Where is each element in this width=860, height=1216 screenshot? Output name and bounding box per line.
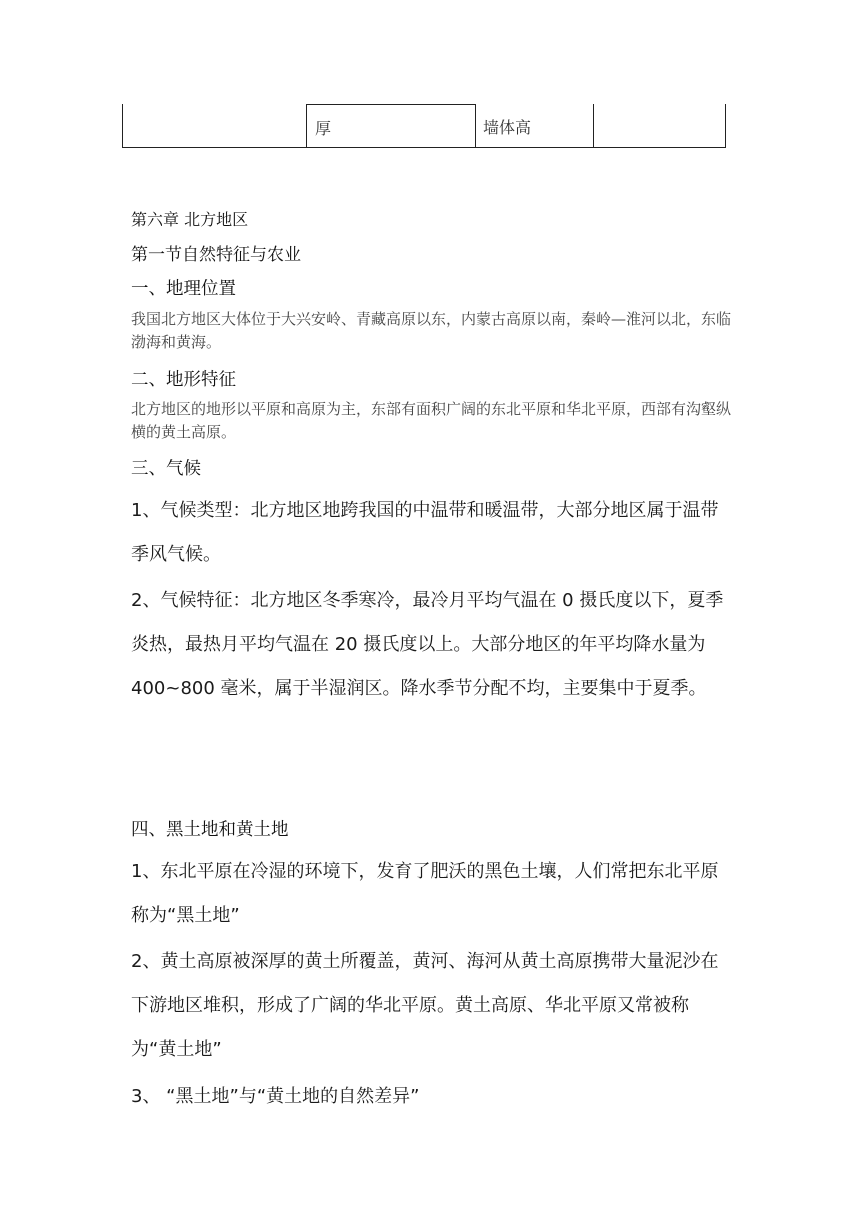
paragraph-terrain: 北方地区的地形以平原和高原为主，东部有面积广阔的东北平原和华北平原，西部有沟壑纵横的黄土高原。	[131, 400, 732, 441]
heading-terrain: 二、地形特征	[131, 370, 236, 390]
heading-soil: 四、黑土地和黄土地	[131, 820, 289, 840]
paragraph-geographic-location: 我国北方地区大体位于大兴安岭、青藏高原以东，内蒙古高原以南，秦岭—淮河以北，东临渤海和黄海。	[131, 310, 732, 351]
heading-geographic-location: 一、地理位置	[131, 279, 236, 299]
chapter-title: 第六章 北方地区	[131, 210, 249, 229]
table-cell-text: 墙体高	[483, 118, 532, 137]
table-cell-4	[593, 104, 726, 148]
section-title: 第一节自然特征与农业	[131, 245, 301, 265]
paragraph-soil-difference: 3、 “黑土地”与“黄土地的自然差异”	[131, 1086, 420, 1107]
table-cell-1	[122, 104, 306, 148]
table-cell-3	[475, 104, 594, 148]
paragraph-climate-type: 1、气候类型：北方地区地跨我国的中温带和暖温带，大部分地区属于温带季风气候。	[131, 500, 719, 565]
paragraph-climate-features: 2、气候特征：北方地区冬季寒冷，最冷月平均气温在 0 摄氏度以下，夏季炎热，最热月平均气温在 20 摄氏度以上。大部分地区的年平均降水量为 400~800 毫米，属于半湿润区。降水季节分配不均，主要集中于夏季。	[131, 590, 724, 699]
table-cell-2	[306, 104, 476, 148]
table-cell-text: 厚	[315, 119, 332, 138]
paragraph-black-soil: 1、东北平原在冷湿的环境下，发育了肥沃的黑色土壤，人们常把东北平原称为“黑土地”	[131, 861, 719, 926]
top-table-fragment	[122, 104, 726, 150]
heading-climate: 三、气候	[131, 459, 201, 479]
paragraph-yellow-soil: 2、黄土高原被深厚的黄土所覆盖，黄河、海河从黄土高原携带大量泥沙在下游地区堆积，形成了广阔的华北平原。黄土高原、华北平原又常被称为“黄土地”	[131, 951, 719, 1060]
